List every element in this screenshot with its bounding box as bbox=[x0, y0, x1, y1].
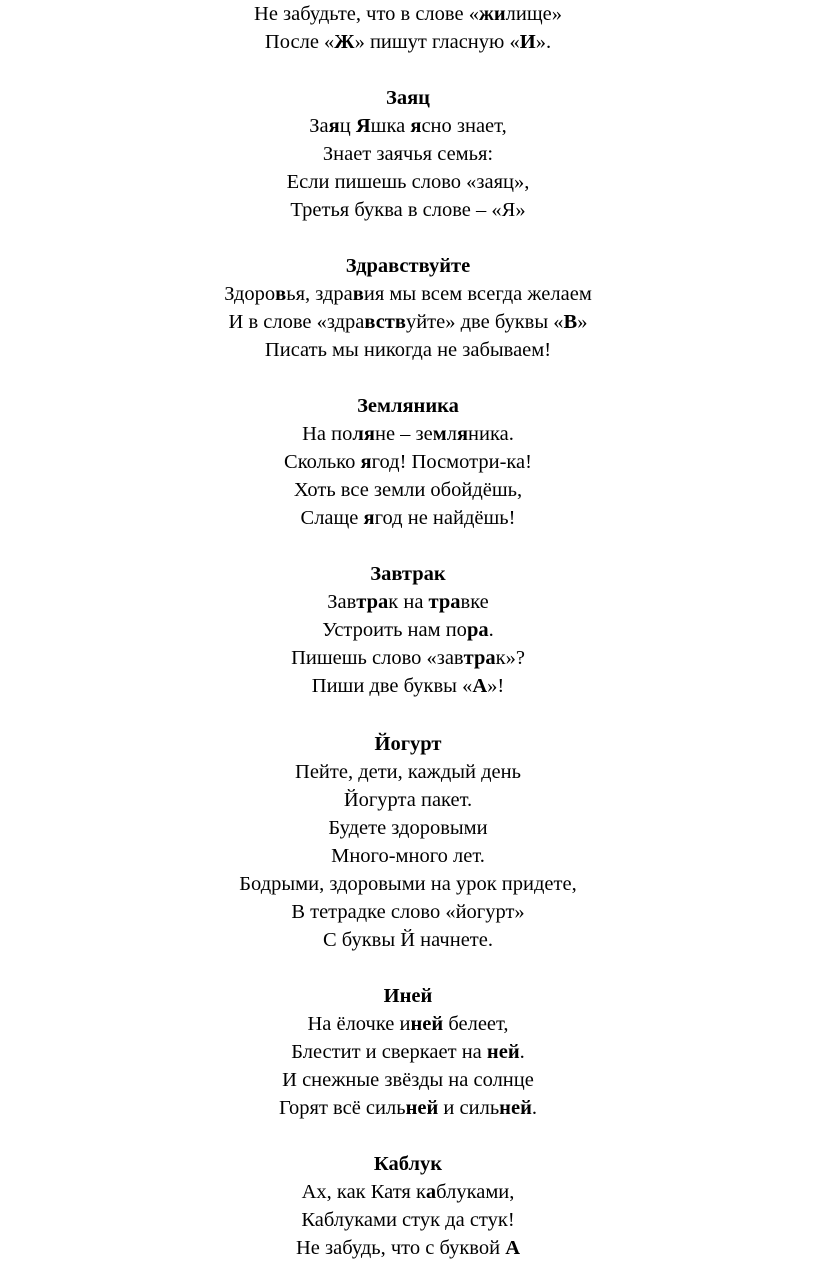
line-text: И в слове «здра bbox=[228, 311, 365, 333]
highlighted-letters: я bbox=[360, 451, 372, 473]
line-text: За bbox=[309, 115, 329, 137]
line-text: к на bbox=[388, 591, 429, 613]
poem-zavtrak bbox=[0, 560, 816, 700]
highlighted-letters: я bbox=[363, 507, 375, 529]
line-text: С буквы Й начнете. bbox=[323, 929, 493, 951]
line-text: лище» bbox=[505, 3, 562, 25]
line-text: Зав bbox=[327, 591, 357, 613]
highlighted-letters: в bbox=[352, 283, 364, 305]
poem-line bbox=[0, 1038, 816, 1066]
line-text: Знает заячья семья: bbox=[322, 143, 494, 165]
line-text: . bbox=[488, 619, 494, 641]
poem-line bbox=[0, 644, 816, 672]
poem-line bbox=[0, 336, 816, 364]
highlighted-letters: Ж bbox=[334, 31, 355, 53]
line-text: ». bbox=[535, 31, 552, 53]
poem-yogurt bbox=[0, 730, 816, 954]
line-text: Устроить нам по bbox=[322, 619, 467, 641]
line-text: Пиши две буквы « bbox=[311, 675, 473, 697]
line-text: и силь bbox=[438, 1097, 500, 1119]
line-text: Не забудь, что с буквой bbox=[295, 1237, 506, 1259]
line-text: Если пишешь слово «заяц», bbox=[286, 171, 530, 193]
line-text: Пейте, дети, каждый день bbox=[295, 761, 521, 783]
line-text: Писать мы никогда не забываем! bbox=[264, 339, 552, 361]
line-text: Йогурта пакет. bbox=[343, 789, 473, 811]
line-text: Третья буква в слове – «Я» bbox=[290, 199, 526, 221]
line-text: уйте» две буквы « bbox=[405, 311, 564, 333]
line-text: Горят всё силь bbox=[278, 1097, 406, 1119]
line-text: На ёлочке и bbox=[307, 1013, 411, 1035]
poem-line bbox=[0, 616, 816, 644]
poem-title: Йогурт bbox=[374, 733, 442, 755]
highlighted-letters: м bbox=[432, 423, 447, 445]
line-text: не – зе bbox=[374, 423, 433, 445]
poem-title: Завтрак bbox=[370, 563, 446, 585]
highlighted-letters: И bbox=[519, 31, 536, 53]
poem-line bbox=[0, 1234, 816, 1262]
line-text: Будете здоровыми bbox=[328, 817, 488, 839]
line-text: шка bbox=[370, 115, 411, 137]
line-text: Каблуками стук да стук! bbox=[301, 1209, 515, 1231]
poem-title: Здравствуйте bbox=[345, 255, 471, 277]
poem-title: Иней bbox=[383, 985, 433, 1007]
line-text: ника. bbox=[468, 423, 514, 445]
highlighted-letters: тра bbox=[463, 647, 496, 669]
line-text: . bbox=[531, 1097, 538, 1119]
poem-line bbox=[0, 588, 816, 616]
poem-line bbox=[0, 926, 816, 954]
poem-line bbox=[0, 870, 816, 898]
poem-line bbox=[0, 842, 816, 870]
highlighted-letters: я bbox=[328, 115, 340, 137]
poem-line bbox=[0, 758, 816, 786]
poem-line bbox=[0, 672, 816, 700]
line-text: ия мы всем всегда желаем bbox=[363, 283, 592, 305]
line-text: . bbox=[519, 1041, 525, 1063]
poem-line bbox=[0, 1206, 816, 1234]
intro-stanza bbox=[0, 0, 816, 56]
poem-line bbox=[0, 1066, 816, 1094]
poem-line bbox=[0, 168, 816, 196]
line-text: ья, здра bbox=[286, 283, 353, 305]
line-text: год не найдёшь! bbox=[374, 507, 516, 529]
line-text: Много-много лет. bbox=[331, 845, 485, 867]
highlighted-letters: вств bbox=[364, 311, 406, 333]
poem-line bbox=[0, 420, 816, 448]
highlighted-letters: ра bbox=[466, 619, 489, 641]
highlighted-letters: в bbox=[275, 283, 287, 305]
line-text: блуками, bbox=[436, 1181, 515, 1203]
poem-line bbox=[0, 112, 816, 140]
highlighted-letters: Я bbox=[355, 115, 371, 137]
highlighted-letters: ней bbox=[410, 1013, 444, 1035]
line-text: Здоро bbox=[224, 283, 276, 305]
line-text: В тетрадке слово «йогурт» bbox=[291, 901, 525, 923]
line-text: На по bbox=[302, 423, 353, 445]
poem-line bbox=[0, 0, 816, 28]
line-text: год! Посмотри-ка! bbox=[371, 451, 532, 473]
line-text: вке bbox=[460, 591, 489, 613]
highlighted-letters: ней bbox=[499, 1097, 532, 1119]
poem-zemlyanika bbox=[0, 392, 816, 532]
line-text: л bbox=[446, 423, 457, 445]
poem-iney bbox=[0, 982, 816, 1122]
highlighted-letters: А bbox=[505, 1237, 521, 1259]
highlighted-letters: В bbox=[563, 311, 578, 333]
highlighted-letters: ля bbox=[352, 423, 375, 445]
line-text: Блестит и сверкает на bbox=[291, 1041, 487, 1063]
highlighted-letters: я bbox=[410, 115, 422, 137]
line-text: Пишешь слово «зав bbox=[291, 647, 464, 669]
line-text: Ах, как Катя к bbox=[301, 1181, 426, 1203]
line-text: И снежные звёзды на солнце bbox=[282, 1069, 534, 1091]
poem-line bbox=[0, 196, 816, 224]
poem-line bbox=[0, 1178, 816, 1206]
line-text: »! bbox=[487, 675, 505, 697]
line-text: Хоть все земли обойдёшь, bbox=[293, 479, 523, 501]
line-text: Не забудьте, что в слове « bbox=[254, 3, 479, 25]
line-text: ц bbox=[339, 115, 356, 137]
highlighted-letters: а bbox=[425, 1181, 437, 1203]
line-text: Бодрыми, здоровыми на урок придете, bbox=[239, 873, 577, 895]
poem-line bbox=[0, 898, 816, 926]
poem-line bbox=[0, 786, 816, 814]
poem-line bbox=[0, 504, 816, 532]
highlighted-letters: тра bbox=[356, 591, 389, 613]
poem-title: Заяц bbox=[386, 87, 430, 109]
line-text: После « bbox=[264, 31, 335, 53]
highlighted-letters: тра bbox=[428, 591, 461, 613]
poem-line bbox=[0, 476, 816, 504]
line-text: сно знает, bbox=[421, 115, 507, 137]
line-text: » bbox=[577, 311, 588, 333]
poem-line bbox=[0, 308, 816, 336]
poem-kabluk bbox=[0, 1150, 816, 1262]
poem-zdravstvuyte bbox=[0, 252, 816, 364]
highlighted-letters: жи bbox=[478, 3, 506, 25]
highlighted-letters: ней bbox=[405, 1097, 439, 1119]
highlighted-letters: А bbox=[472, 675, 488, 697]
line-text: белеет, bbox=[443, 1013, 509, 1035]
poem-line bbox=[0, 448, 816, 476]
line-text: » пишут гласную « bbox=[354, 31, 520, 53]
poem-line bbox=[0, 1094, 816, 1122]
highlighted-letters: я bbox=[456, 423, 469, 445]
line-text: Слаще bbox=[300, 507, 364, 529]
poem-title: Земляника bbox=[357, 395, 459, 417]
line-text: к»? bbox=[495, 647, 525, 669]
poem-title: Каблук bbox=[373, 1153, 443, 1175]
poem-line bbox=[0, 1010, 816, 1038]
poem-zayats bbox=[0, 84, 816, 224]
poem-line bbox=[0, 814, 816, 842]
poem-line bbox=[0, 28, 816, 56]
poem-line bbox=[0, 280, 816, 308]
line-text: Сколько bbox=[284, 451, 361, 473]
poem-line bbox=[0, 140, 816, 168]
highlighted-letters: ней bbox=[486, 1041, 520, 1063]
